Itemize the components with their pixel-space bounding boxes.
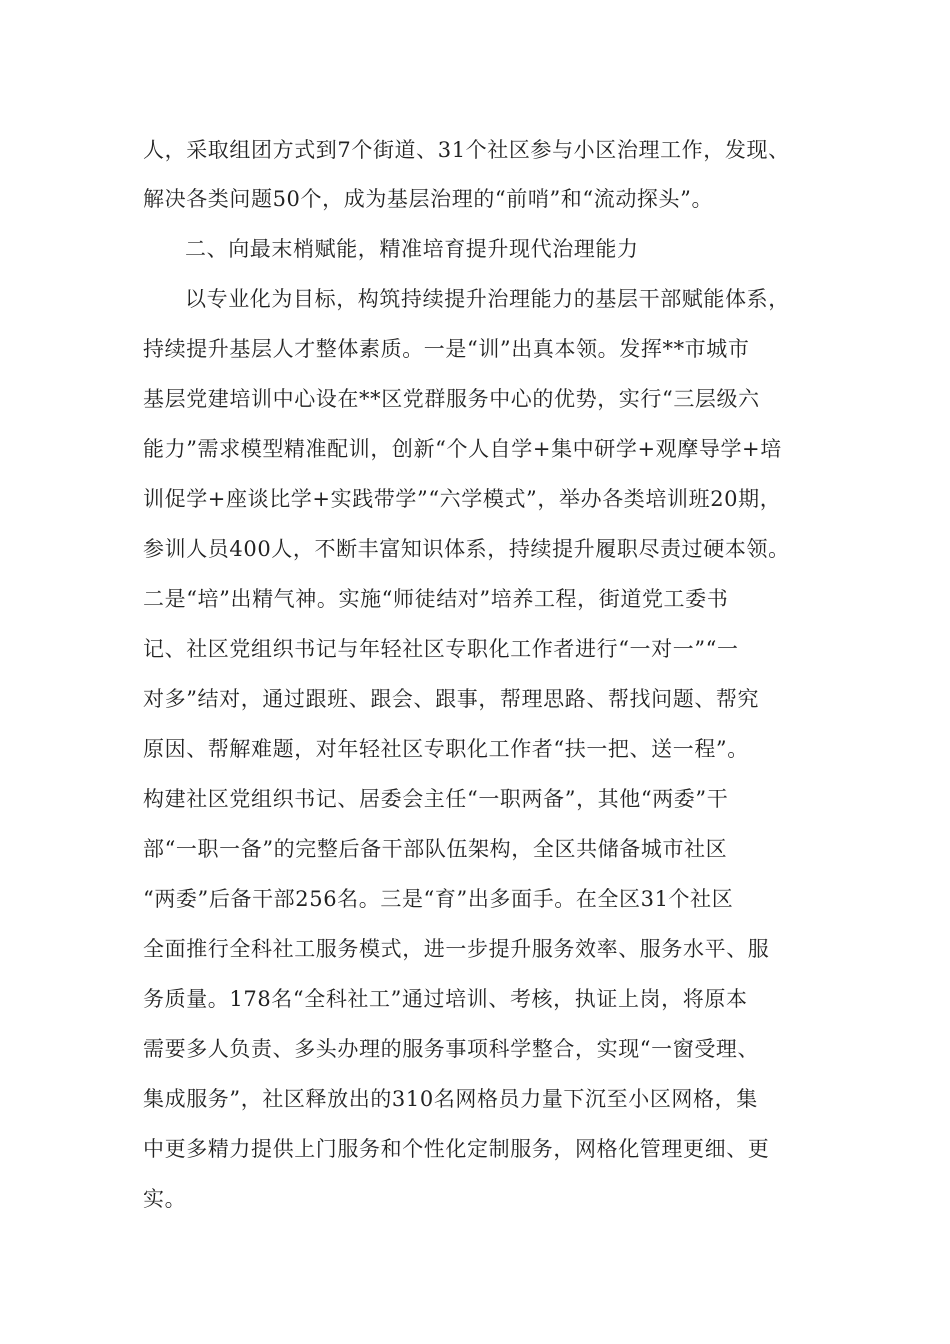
text-line: 参训人员400人，不断丰富知识体系，持续提升履职尽责过硬本领。 — [143, 537, 790, 561]
text-line: 部“一职一备”的完整后备干部队伍架构，全区共储备城市社区 — [143, 837, 728, 861]
text-line: 全面推行全科社工服务模式，进一步提升服务效率、服务水平、服 — [143, 937, 770, 961]
section-heading: 二、向最末梢赋能，精准培育提升现代治理能力 — [185, 237, 639, 261]
text-line: 对多”结对，通过跟班、跟会、跟事，帮理思路、帮找问题、帮究 — [143, 687, 760, 711]
text-line: 解决各类问题50个，成为基层治理的“前哨”和“流动探头”。 — [143, 187, 714, 211]
text-line: 基层党建培训中心设在**区党群服务中心的优势，实行“三层级六 — [143, 387, 760, 411]
text-line: 人，采取组团方式到7个街道、31个社区参与小区治理工作，发现、 — [143, 138, 790, 162]
text-line: 实。 — [143, 1187, 187, 1211]
text-line: 构建社区党组织书记、居委会主任“一职两备”，其他“两委”干 — [143, 787, 729, 811]
paragraph-first-line: 以专业化为目标，构筑持续提升治理能力的基层干部赋能体系， — [185, 287, 790, 311]
text-line: 训促学+座谈比学+实践带学”“六学模式”，举办各类培训班20期， — [143, 487, 782, 511]
text-line: 能力”需求模型精准配训，创新“个人自学+集中研学+观摩导学+培 — [143, 437, 782, 461]
text-line: 原因、帮解难题，对年轻社区专职化工作者“扶一把、送一程”。 — [143, 737, 749, 761]
text-line: 二是“培”出精气神。实施“师徒结对”培养工程，街道党工委书 — [143, 587, 729, 611]
text-line: 集成服务”，社区释放出的310名网格员力量下沉至小区网格，集 — [143, 1087, 758, 1111]
text-line: 中更多精力提供上门服务和个性化定制服务，网格化管理更细、更 — [143, 1137, 770, 1161]
text-line: 持续提升基层人才整体素质。一是“训”出真本领。发挥**市城市 — [143, 337, 750, 361]
text-line: “两委”后备干部256名。三是“育”出多面手。在全区31个社区 — [143, 887, 734, 911]
text-line: 记、社区党组织书记与年轻社区专职化工作者进行“一对一”“一 — [143, 637, 739, 661]
text-line: 务质量。178名“全科社工”通过培训、考核，执证上岗，将原本 — [143, 987, 748, 1011]
text-line: 需要多人负责、多头办理的服务事项科学整合，实现“一窗受理、 — [143, 1037, 760, 1061]
